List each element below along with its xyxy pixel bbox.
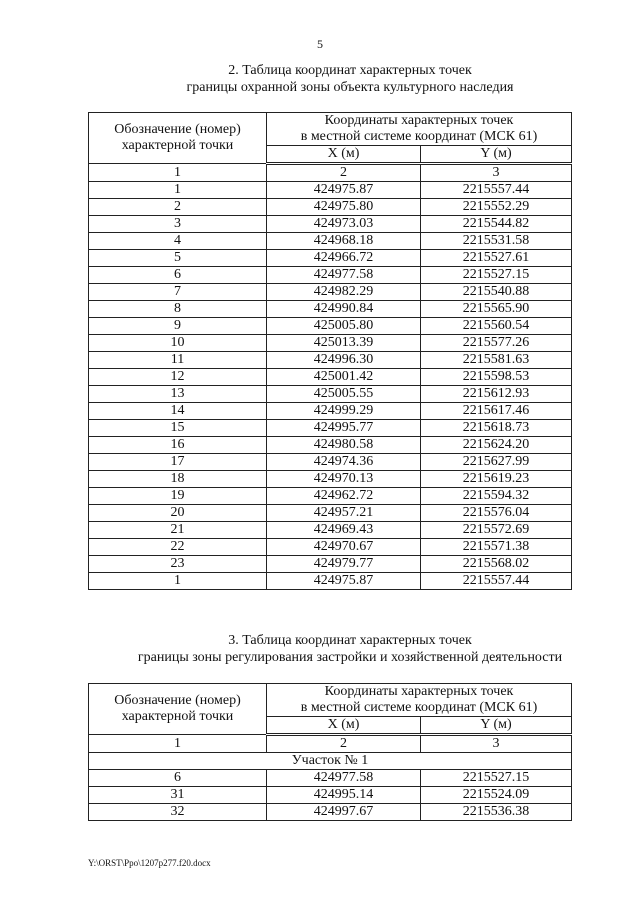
x-coordinate-cell: 424962.72 — [267, 488, 421, 505]
table-row — [89, 233, 572, 250]
point-number-cell: 1 — [89, 573, 267, 590]
point-number-cell: 4 — [89, 233, 267, 250]
point-number-cell: 7 — [89, 284, 267, 301]
table-row — [89, 804, 572, 821]
x-coordinate-cell: 424970.67 — [267, 539, 421, 556]
table3-header-coordinates — [267, 684, 572, 717]
point-number-cell: 19 — [89, 488, 267, 505]
table-row — [89, 284, 572, 301]
x-coordinate-cell: 424999.29 — [267, 403, 421, 420]
x-coordinate-cell: 424970.13 — [267, 471, 421, 488]
y-coordinate-cell: 2215557.44 — [421, 182, 572, 199]
x-coordinate-cell: 424966.72 — [267, 250, 421, 267]
point-number-cell: 20 — [89, 505, 267, 522]
point-number-cell: 2 — [89, 199, 267, 216]
table2-header-col1-line1: Обозначение (номер) — [114, 122, 241, 137]
table2-caption-line1: 2. Таблица координат характерных точек — [228, 63, 472, 78]
table3-header-y: Y (м) — [421, 717, 572, 735]
table3-caption-line2: границы зоны регулирования застройки и хозяйственной деятельности — [137, 650, 563, 665]
table-row — [89, 471, 572, 488]
y-coordinate-cell: 2215612.93 — [421, 386, 572, 403]
x-coordinate-cell: 424975.80 — [267, 199, 421, 216]
table-row — [89, 318, 572, 335]
y-coordinate-cell: 2215557.44 — [421, 573, 572, 590]
table3-caption-line1: 3. Таблица координат характерных точек — [228, 633, 472, 648]
table3-header-row — [89, 684, 572, 717]
table2-index-cell: 2 — [267, 164, 421, 182]
x-coordinate-cell: 425005.55 — [267, 386, 421, 403]
table-row — [89, 539, 572, 556]
y-coordinate-cell: 2215544.82 — [421, 216, 572, 233]
footer-file-path: Y:\ORST\Ppo\1207p277.f20.docx — [88, 858, 211, 868]
y-coordinate-cell: 2215581.63 — [421, 352, 572, 369]
table-row — [89, 770, 572, 787]
table-row — [89, 437, 572, 454]
y-coordinate-cell: 2215524.09 — [421, 787, 572, 804]
table2-header-x: X (м) — [267, 146, 421, 164]
point-number-cell: 21 — [89, 522, 267, 539]
x-coordinate-cell: 424968.18 — [267, 233, 421, 250]
y-coordinate-cell: 2215598.53 — [421, 369, 572, 386]
point-number-cell: 14 — [89, 403, 267, 420]
table3-section-row — [89, 753, 572, 770]
table2-header-coords-line2: в местной системе координат (МСК 61) — [300, 129, 538, 144]
x-coordinate-cell: 424969.43 — [267, 522, 421, 539]
y-coordinate-cell: 2215536.38 — [421, 804, 572, 821]
point-number-cell: 12 — [89, 369, 267, 386]
y-coordinate-cell: 2215527.15 — [421, 267, 572, 284]
table3-index-cell: 1 — [89, 735, 267, 753]
table3-header-coords-line1: Координаты характерных точек — [324, 684, 514, 699]
table2-coordinates — [88, 112, 572, 590]
table2-header-y: Y (м) — [421, 146, 572, 164]
x-coordinate-cell: 425001.42 — [267, 369, 421, 386]
x-coordinate-cell: 424975.87 — [267, 182, 421, 199]
x-coordinate-cell: 424997.67 — [267, 804, 421, 821]
table-row — [89, 454, 572, 471]
table-row — [89, 301, 572, 318]
table3-header-x: X (м) — [267, 717, 421, 735]
table2-index-cell: 3 — [421, 164, 572, 182]
y-coordinate-cell: 2215527.15 — [421, 770, 572, 787]
point-number-cell: 6 — [89, 267, 267, 284]
x-coordinate-cell: 424977.58 — [267, 267, 421, 284]
y-coordinate-cell: 2215617.46 — [421, 403, 572, 420]
x-coordinate-cell: 424982.29 — [267, 284, 421, 301]
table-row — [89, 182, 572, 199]
point-number-cell: 10 — [89, 335, 267, 352]
y-coordinate-cell: 2215624.20 — [421, 437, 572, 454]
point-number-cell: 13 — [89, 386, 267, 403]
table2-index-cell: 1 — [89, 164, 267, 182]
x-coordinate-cell: 424980.58 — [267, 437, 421, 454]
table3-header-coords-line2: в местной системе координат (МСК 61) — [300, 700, 538, 715]
point-number-cell: 1 — [89, 182, 267, 199]
x-coordinate-cell: 424995.14 — [267, 787, 421, 804]
table3-index-cell: 3 — [421, 735, 572, 753]
table-row — [89, 522, 572, 539]
table2-caption-line2: границы охранной зоны объекта культурного наследия — [186, 80, 514, 95]
point-number-cell: 5 — [89, 250, 267, 267]
table-row — [89, 335, 572, 352]
page-number: 5 — [317, 37, 323, 51]
x-coordinate-cell: 424996.30 — [267, 352, 421, 369]
table-row — [89, 573, 572, 590]
point-number-cell: 23 — [89, 556, 267, 573]
table2-header-point-designation — [89, 113, 267, 164]
table-row — [89, 556, 572, 573]
table-row — [89, 352, 572, 369]
x-coordinate-cell: 425005.80 — [267, 318, 421, 335]
table2-header-row — [89, 113, 572, 146]
table-row — [89, 199, 572, 216]
table-row — [89, 787, 572, 804]
point-number-cell: 22 — [89, 539, 267, 556]
y-coordinate-cell: 2215552.29 — [421, 199, 572, 216]
table3-header-col1-line1: Обозначение (номер) — [114, 693, 241, 708]
table-row — [89, 216, 572, 233]
point-number-cell: 8 — [89, 301, 267, 318]
y-coordinate-cell: 2215527.61 — [421, 250, 572, 267]
table-row — [89, 505, 572, 522]
table-row — [89, 369, 572, 386]
table2-header-coordinates — [267, 113, 572, 146]
point-number-cell: 6 — [89, 770, 267, 787]
x-coordinate-cell: 424975.87 — [267, 573, 421, 590]
point-number-cell: 18 — [89, 471, 267, 488]
table2-header-coords-line1: Координаты характерных точек — [324, 113, 514, 128]
table3-section-label: Участок № 1 — [89, 753, 572, 770]
y-coordinate-cell: 2215577.26 — [421, 335, 572, 352]
point-number-cell: 11 — [89, 352, 267, 369]
point-number-cell: 9 — [89, 318, 267, 335]
point-number-cell: 15 — [89, 420, 267, 437]
x-coordinate-cell: 424973.03 — [267, 216, 421, 233]
x-coordinate-cell: 424995.77 — [267, 420, 421, 437]
x-coordinate-cell: 424974.36 — [267, 454, 421, 471]
table-row — [89, 420, 572, 437]
table2-caption — [0, 62, 640, 96]
table3-header-col1-line2: характерной точки — [121, 709, 234, 724]
point-number-cell: 16 — [89, 437, 267, 454]
x-coordinate-cell: 424990.84 — [267, 301, 421, 318]
table2-header-col1-line2: характерной точки — [121, 138, 234, 153]
y-coordinate-cell: 2215568.02 — [421, 556, 572, 573]
y-coordinate-cell: 2215571.38 — [421, 539, 572, 556]
table3-caption — [0, 632, 640, 666]
y-coordinate-cell: 2215540.88 — [421, 284, 572, 301]
point-number-cell: 31 — [89, 787, 267, 804]
x-coordinate-cell: 425013.39 — [267, 335, 421, 352]
point-number-cell: 17 — [89, 454, 267, 471]
y-coordinate-cell: 2215565.90 — [421, 301, 572, 318]
y-coordinate-cell: 2215627.99 — [421, 454, 572, 471]
table-row — [89, 250, 572, 267]
y-coordinate-cell: 2215576.04 — [421, 505, 572, 522]
table3-index-row — [89, 735, 572, 753]
table-row — [89, 267, 572, 284]
table-row — [89, 488, 572, 505]
table-row — [89, 403, 572, 420]
table2-index-row — [89, 164, 572, 182]
table3-coordinates — [88, 683, 572, 821]
table-row — [89, 386, 572, 403]
y-coordinate-cell: 2215560.54 — [421, 318, 572, 335]
y-coordinate-cell: 2215594.32 — [421, 488, 572, 505]
point-number-cell: 32 — [89, 804, 267, 821]
table3-index-cell: 2 — [267, 735, 421, 753]
y-coordinate-cell: 2215618.73 — [421, 420, 572, 437]
x-coordinate-cell: 424979.77 — [267, 556, 421, 573]
x-coordinate-cell: 424957.21 — [267, 505, 421, 522]
x-coordinate-cell: 424977.58 — [267, 770, 421, 787]
y-coordinate-cell: 2215619.23 — [421, 471, 572, 488]
y-coordinate-cell: 2215531.58 — [421, 233, 572, 250]
y-coordinate-cell: 2215572.69 — [421, 522, 572, 539]
table3-header-point-designation — [89, 684, 267, 735]
point-number-cell: 3 — [89, 216, 267, 233]
